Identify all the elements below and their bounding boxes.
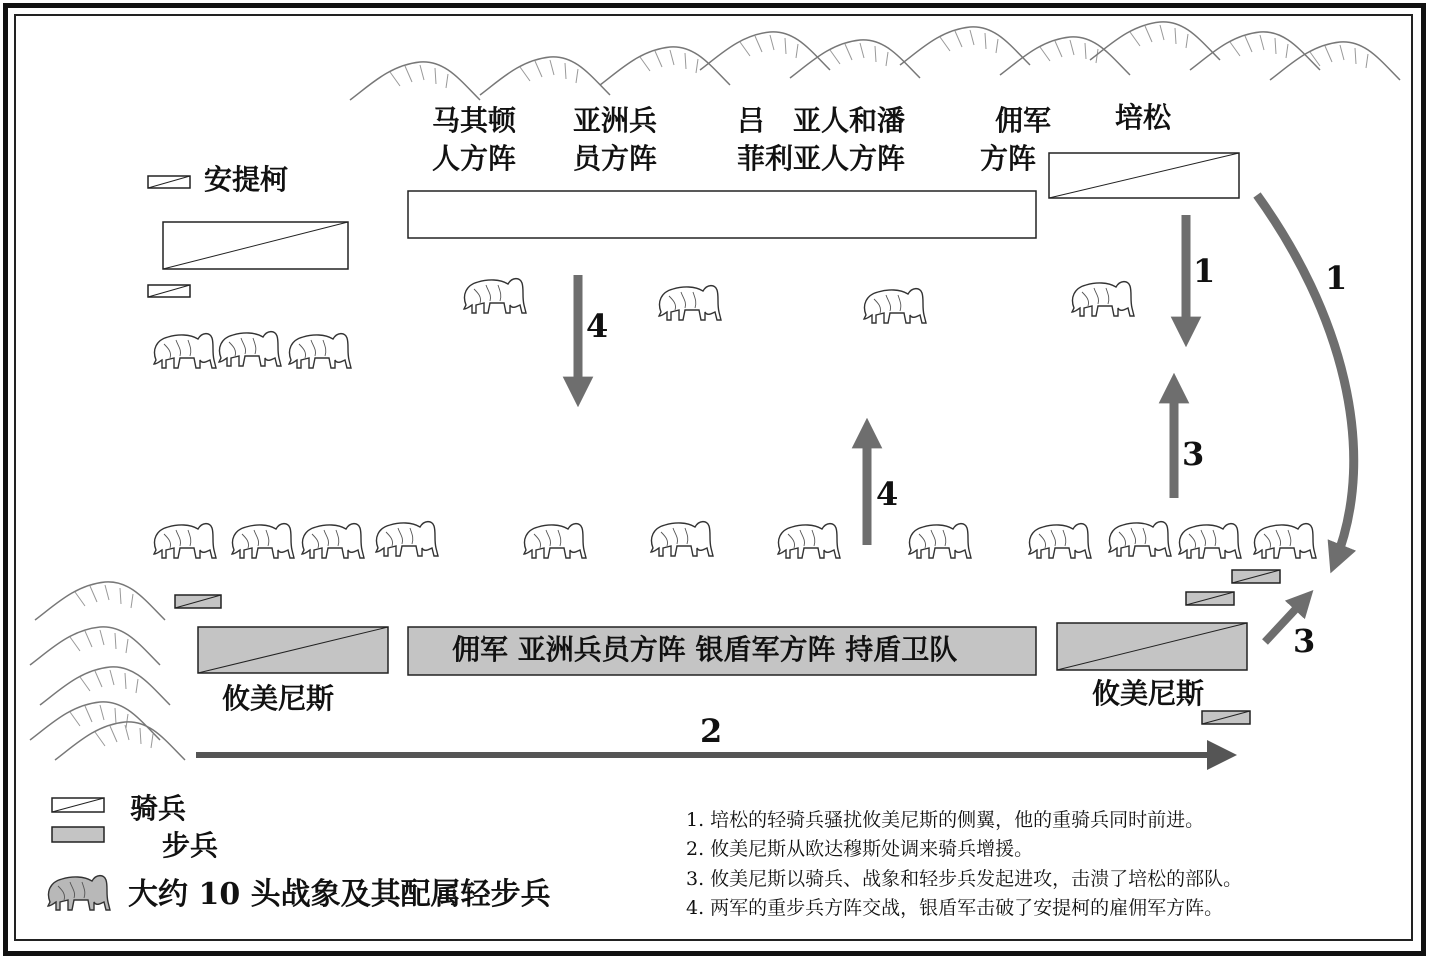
eumenes-elephants: [154, 522, 1316, 558]
eumenes-left-label: 攸美尼斯: [222, 682, 335, 715]
asia-infantry-label-2: 员方阵: [573, 142, 658, 175]
note-1: 1. 培松的轻骑兵骚扰攸美尼斯的侧翼，他的重骑兵同时前进。: [686, 809, 1205, 831]
elephant-icon: [1179, 524, 1241, 558]
note-4: 4. 两军的重步兵方阵交战，银盾军击破了安提柯的雇佣军方阵。: [686, 897, 1224, 919]
arrow-3-up-label: 3: [1182, 435, 1205, 473]
note-3: 3. 攸美尼斯以骑兵、战象和轻步兵发起进攻，击溃了培松的部队。: [686, 868, 1243, 890]
lydia-label-2: 菲利亚人方阵: [737, 142, 906, 175]
mercenary-label-1: 佣军: [995, 104, 1052, 137]
arrow-4-up-label: 4: [876, 475, 899, 513]
elephant-icon: [1254, 524, 1316, 558]
elephant-icon: [154, 334, 216, 368]
elephant-icon: [154, 524, 216, 558]
asia-infantry-label-1: 亚洲兵: [573, 104, 658, 137]
elephant-icon: [376, 522, 438, 556]
eumenes-right-label: 攸美尼斯: [1092, 677, 1205, 710]
elephant-icon: [232, 524, 294, 558]
elephant-icon: [219, 332, 281, 366]
lydia-label-1: 吕 亚人和潘: [737, 104, 906, 137]
mercenary-label-2: 方阵: [980, 142, 1037, 175]
macedon-label-2: 人方阵: [432, 142, 517, 175]
elephant-icon: [464, 279, 526, 313]
elephant-icon: [302, 524, 364, 558]
arrow-2-label: 2: [700, 712, 723, 750]
elephant-icon: [289, 334, 351, 368]
antigonus-infantry-line: [408, 191, 1036, 238]
elephant-icon: [1029, 524, 1091, 558]
elephant-icon: [524, 524, 586, 558]
arrow-1-curve-label: 1: [1325, 259, 1348, 297]
legend-elephants-label: 大约 10 头战象及其配属轻步兵: [128, 877, 551, 912]
legend-cavalry-label: 骑兵: [130, 792, 187, 825]
arrow-3-diag-label: 3: [1293, 622, 1316, 660]
elephant-icon: [659, 286, 721, 320]
elephant-icon: [909, 524, 971, 558]
eumenes-infantry-label: 佣军 亚洲兵员方阵 银盾军方阵 持盾卫队: [452, 633, 958, 666]
elephant-icon: [651, 522, 713, 556]
elephant-icon: [864, 289, 926, 323]
elephant-icon: [1072, 282, 1134, 316]
note-2: 2. 攸美尼斯从欧达穆斯处调来骑兵增援。: [686, 838, 1034, 860]
elephant-icon: [1109, 522, 1171, 556]
antigonus-label: 安提柯: [204, 163, 289, 196]
mountains-left: [30, 582, 185, 760]
mountains-top: [350, 22, 1400, 100]
antigonus-elephants: [154, 279, 1134, 368]
macedon-label-1: 马其顿: [432, 104, 517, 137]
legend-elephant-icon: [48, 876, 110, 910]
legend-infantry-swatch: [52, 827, 104, 842]
arrow-4-down-label: 4: [586, 307, 609, 345]
legend-infantry-label: 步兵: [162, 829, 219, 862]
arrow-1-down-label: 1: [1193, 252, 1216, 290]
elephant-icon: [778, 524, 840, 558]
peithon-label: 培松: [1115, 101, 1172, 134]
arrow-1-curve: [1257, 195, 1354, 562]
